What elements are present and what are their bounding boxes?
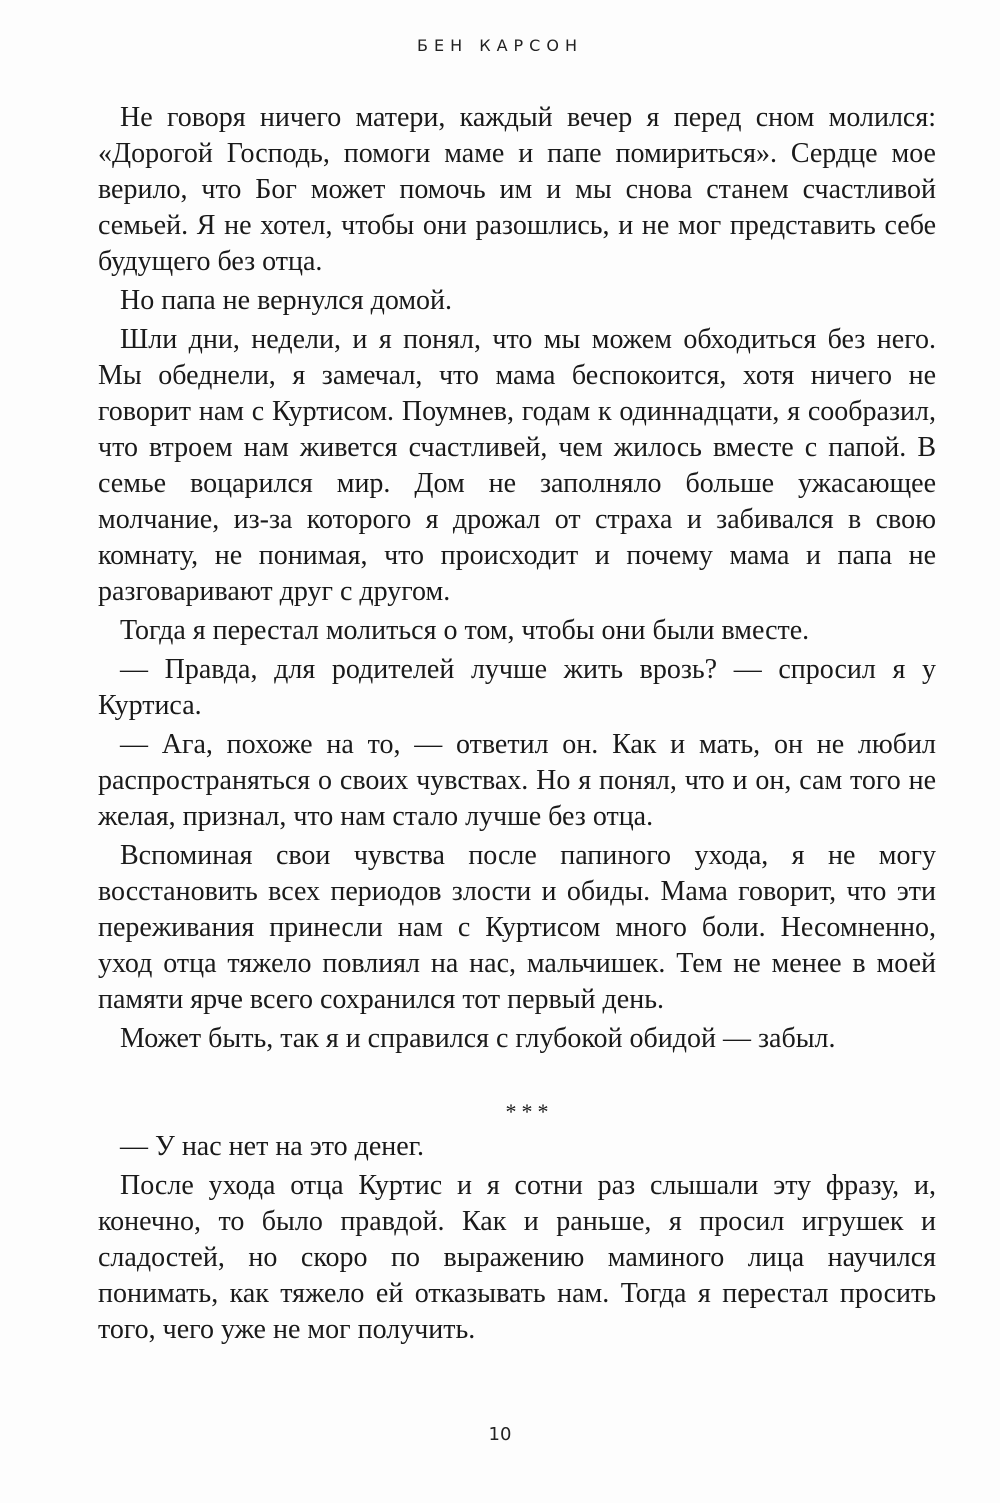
- paragraph: Шли дни, недели, и я понял, что мы можем обходиться без него. Мы обеднели, я замечал, что мама беспокоится, хотя ничего не говорит нам с Куртисом. Поумнев, годам к одиннадцати, я сообразил, что втроем нам живется счастливей, чем жилось вместе с папой. В семье воцарился мир. Дом не заполняло больше ужасающее молчание, из-за которого я дрожал от страха и забивался в свою комнату, не понимая, что происходит и почему мама и папа не разговаривают друг с другом.: [98, 324, 936, 607]
- paragraph: Не говоря ничего матери, каждый вечер я перед сном молился: «Дорогой Господь, помоги маме и папе помириться». Сердце мое верило, что Бог может помочь им и мы снова станем счастливой семьей. Я не хотел, чтобы они разошлись, и не мог представить себе будущего без отца.: [98, 102, 936, 277]
- paragraph: После ухода отца Куртис и я сотни раз слышали эту фразу, и, конечно, то было правдой. Как и раньше, я просил игрушек и сладостей, но скоро по выражению маминого лица научился понимать, как тяжело ей отказывать нам. Тогда я перестал просить того, чего уже не мог получить.: [98, 1170, 936, 1345]
- section-separator: ***: [505, 1099, 554, 1124]
- page-number: 10: [488, 1424, 512, 1445]
- paragraph: — Ага, похоже на то, — ответил он. Как и мать, он не любил распространяться о своих чувствах. Но я понял, что и он, сам того не желая, признал, что нам стало лучше без отца.: [98, 729, 936, 832]
- paragraph: — У нас нет на это денег.: [120, 1131, 425, 1162]
- paragraph: Может быть, так я и справился с глубокой обидой — забыл.: [120, 1023, 836, 1054]
- paragraph: Вспоминая свои чувства после папиного ухода, я не могу восстановить всех периодов злости и обиды. Мама говорит, что эти переживания принесли нам с Куртисом много боли. Несомненно, уход отца тяжело повлиял на нас, мальчишек. Тем не менее в моей памяти ярче всего сохранился тот первый день.: [98, 840, 936, 1015]
- paragraph: Но папа не вернулся домой.: [120, 285, 453, 316]
- paragraph: — Правда, для родителей лучше жить врозь? — спросил я у Куртиса.: [98, 654, 936, 721]
- body-text: [98, 100, 936, 1351]
- running-head: БЕН КАРСОН: [417, 36, 583, 55]
- paragraph: Тогда я перестал молиться о том, чтобы они были вместе.: [120, 615, 810, 646]
